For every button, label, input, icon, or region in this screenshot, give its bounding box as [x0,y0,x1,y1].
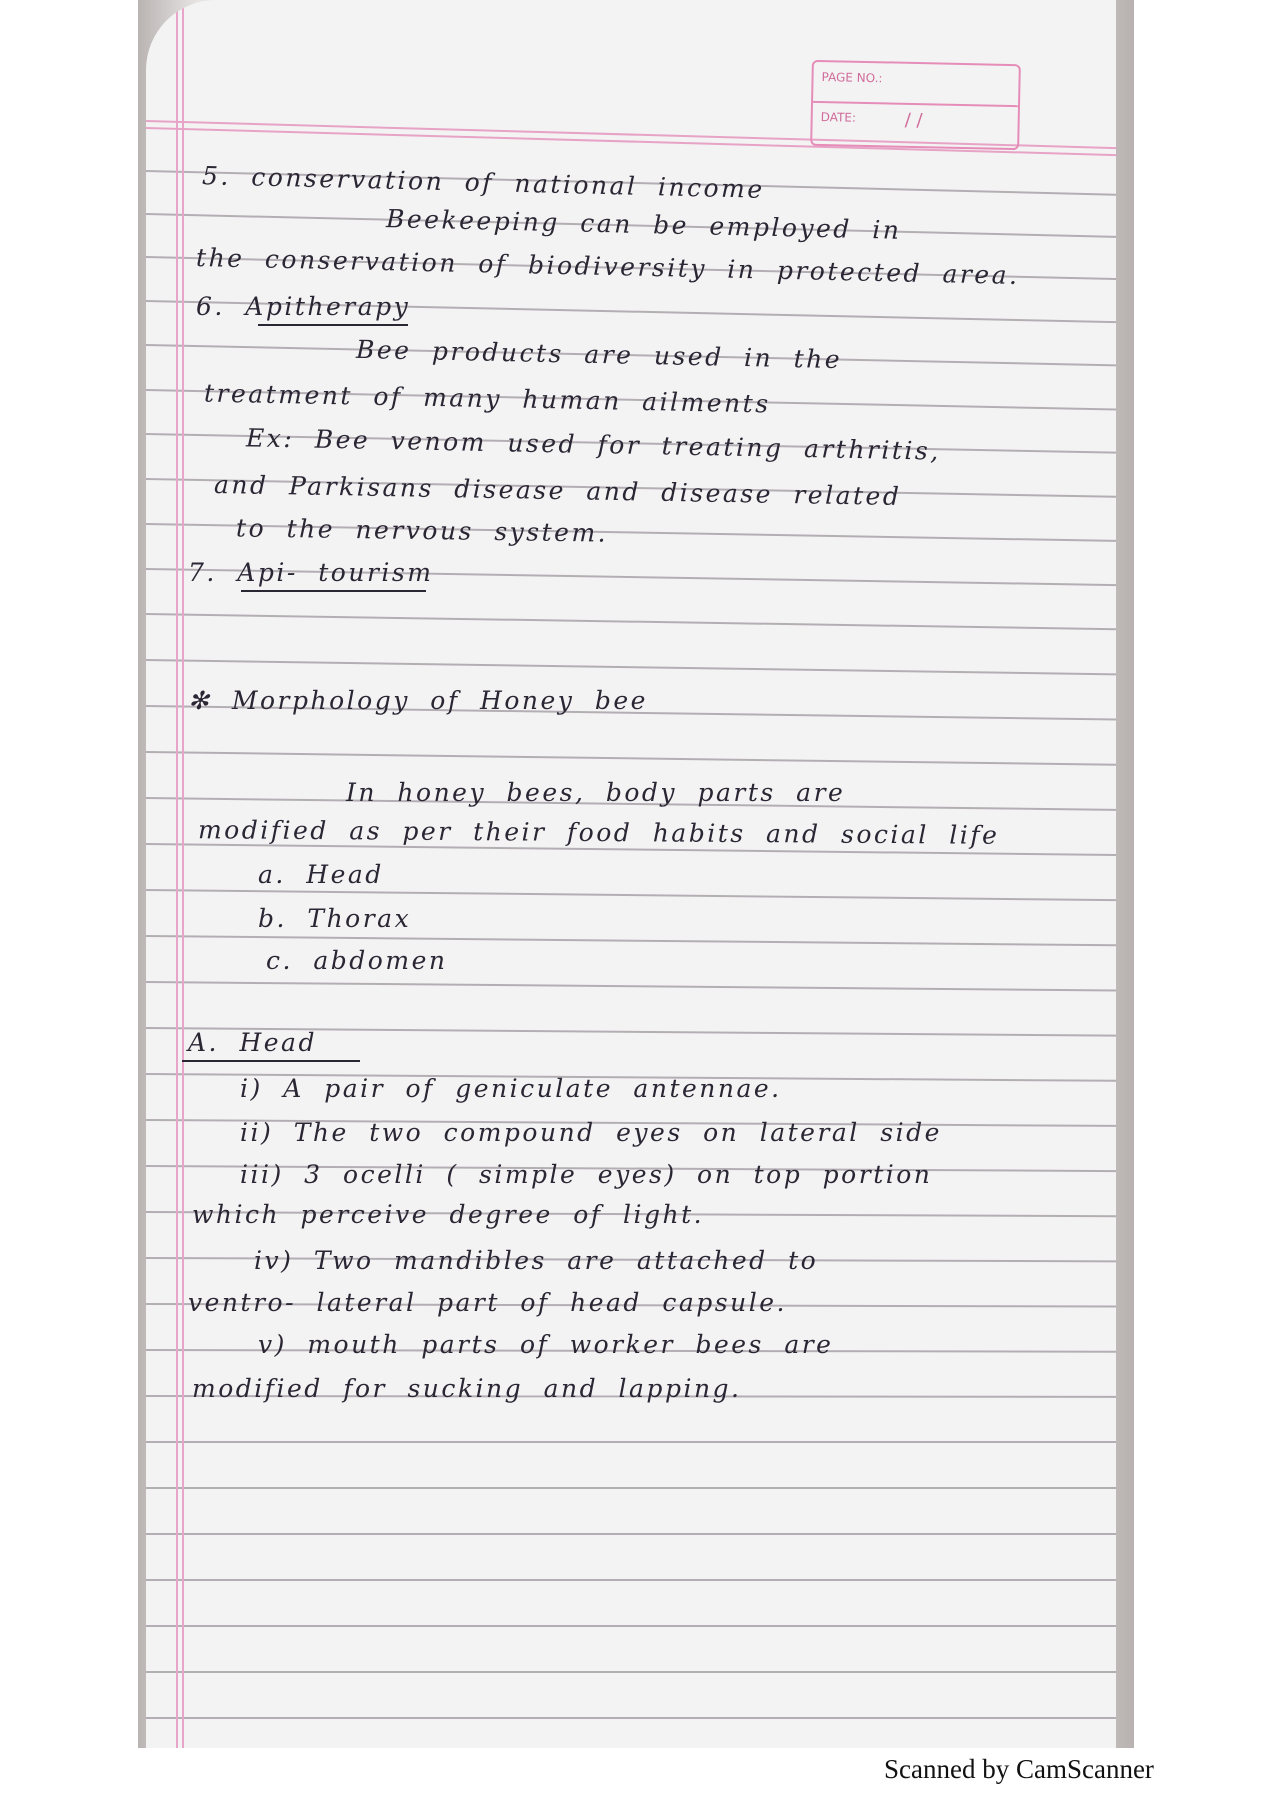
note-line-15: b. Thorax [258,904,412,933]
section-heading-morphology: ✻ Morphology of Honey bee [188,686,648,715]
date-label: DATE: [820,110,857,125]
page-number-date-box [810,60,1021,150]
scanner-watermark: Scanned by CamScanner [884,1754,1154,1784]
underline [258,324,408,326]
note-line-3: the conservation of biodiversity in protected area. [195,243,1020,290]
note-line-4: 6. Apitherapy [196,292,411,321]
scanned-notebook-page [138,0,1134,1748]
note-line-21: which perceive degree of light. [192,1200,705,1229]
note-line-13: modified as per their food habits and social life [197,815,1000,850]
notebook-sheet [146,0,1116,1748]
note-line-2: Beekeeping can be employed in [385,204,902,245]
note-line-23: ventro- lateral part of head capsule. [188,1288,787,1317]
margin-line [176,0,178,1748]
date-value: / / [904,109,923,132]
note-line-24: v) mouth parts of worker bees are [258,1330,834,1359]
note-line-5: Bee products are used in the [355,334,843,375]
note-line-25: modified for sucking and lapping. [192,1374,742,1403]
note-line-18: i) A pair of geniculate antennae. [240,1074,782,1103]
page-no-label: PAGE NO.: [821,70,883,86]
note-line-20: iii) 3 ocelli ( simple eyes) on top portion [240,1160,933,1189]
note-line-10: 7. Api- tourism [188,558,434,587]
note-line-9: to the nervous system. [235,513,609,548]
note-line-6: treatment of many human ailments [203,378,771,419]
note-line-16: c. abdomen [266,946,448,975]
note-line-12: In honey bees, body parts are [346,778,846,807]
underline [241,590,426,592]
note-line-1: 5. conservation of national income [201,161,765,204]
note-line-19: ii) The two compound eyes on lateral side [240,1118,942,1147]
note-line-8: and Parkisans disease and disease related [213,470,902,511]
note-line-14: a. Head [258,860,384,889]
note-line-7: Ex: Bee venom used for treating arthritis, [245,423,942,466]
note-line-22: iv) Two mandibles are attached to [254,1246,819,1275]
underline [182,1060,360,1062]
margin-line [182,0,184,1748]
section-heading-head: A. Head [188,1028,317,1057]
